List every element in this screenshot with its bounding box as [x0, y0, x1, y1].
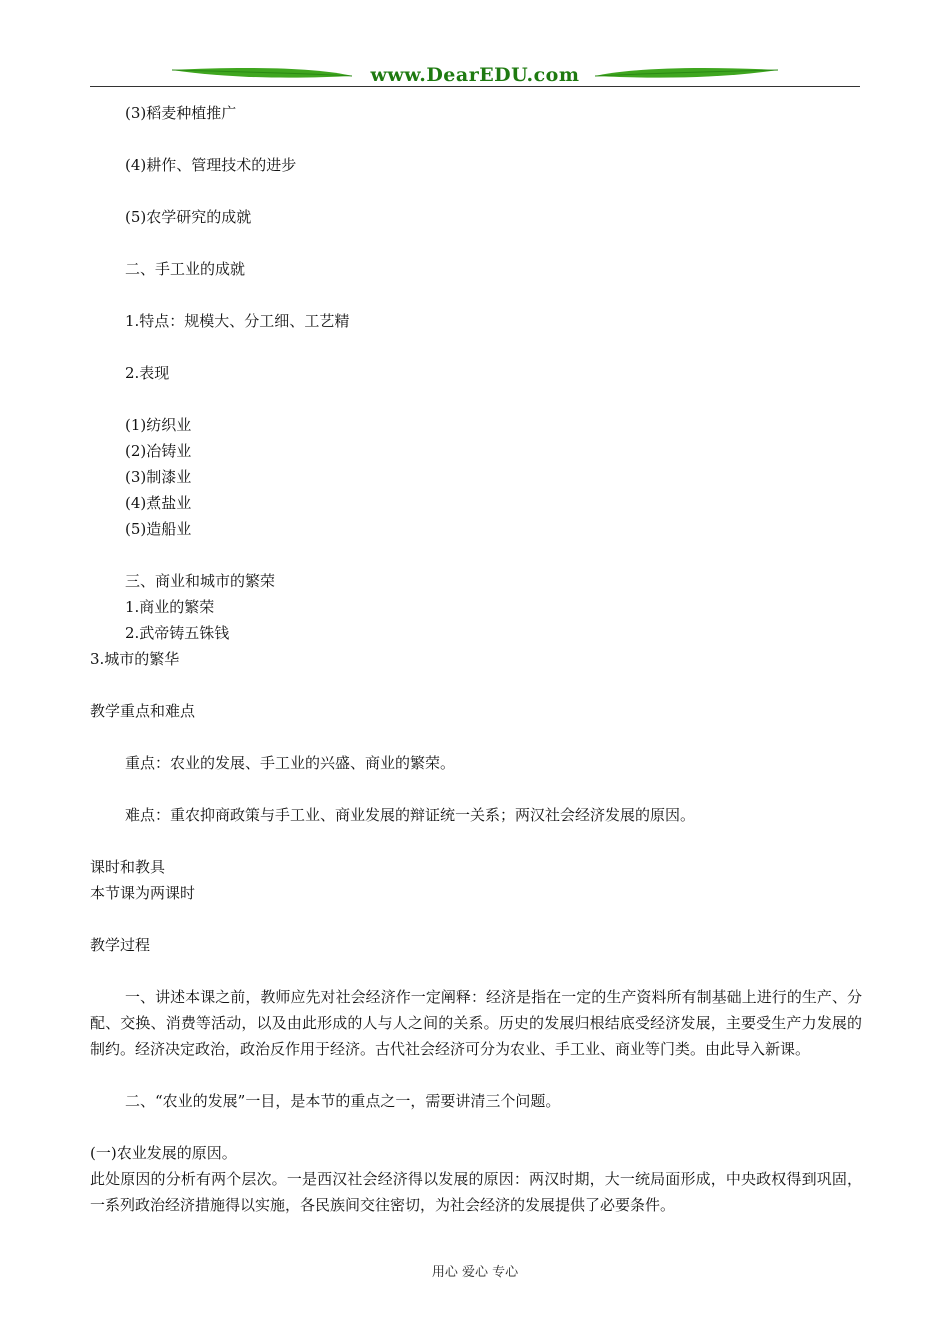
paragraph: 此处原因的分析有两个层次。一是西汉社会经济得以发展的原因：两汉时期，大一统局面形成，中央政权得到巩固，一系列政治经济措施得以实施，各民族间交往密切，为社会经济的发展提供了必要条件。: [90, 1170, 862, 1214]
key-point: 重点：农业的发展、手工业的兴盛、商业的繁荣。: [125, 754, 456, 772]
section-heading: 课时和教具: [90, 858, 166, 876]
site-logo-text: www.DearEDU.com: [370, 64, 580, 86]
difficult-point: 难点：重农抑商政策与手工业、商业发展的辩证统一关系；两汉社会经济发展的原因。: [125, 806, 696, 824]
section-heading: 二、手工业的成就: [125, 260, 246, 278]
section-heading: 教学过程: [90, 936, 151, 954]
list-item: (4)煮盐业: [125, 494, 192, 512]
paragraph: 本节课为两课时: [90, 884, 196, 902]
list-item: 2.表现: [125, 364, 170, 382]
subsection-heading: (一)农业发展的原因。: [90, 1144, 237, 1162]
list-item: 1.特点：规模大、分工细、工艺精: [125, 312, 350, 330]
section-heading: 三、商业和城市的繁荣: [125, 572, 276, 590]
section-heading: 教学重点和难点: [90, 702, 196, 720]
paragraph: 二、“农业的发展”一目，是本节的重点之一，需要讲清三个问题。: [125, 1092, 561, 1110]
list-item: (4)耕作、管理技术的进步: [125, 156, 297, 174]
header-rule: [90, 86, 860, 87]
list-item: 1.商业的繁荣: [125, 598, 215, 616]
page-footer: 用心 爱心 专心: [431, 1265, 519, 1280]
list-item: (2)冶铸业: [125, 442, 192, 460]
list-item: (3)稻麦种植推广: [125, 104, 237, 122]
list-item: (5)农学研究的成就: [125, 208, 252, 226]
list-item: (3)制漆业: [125, 468, 192, 486]
list-item: (5)造船业: [125, 520, 192, 538]
list-item: (1)纺织业: [125, 416, 192, 434]
list-item: 3.城市的繁华: [90, 650, 180, 668]
paragraph: 一、讲述本课之前，教师应先对社会经济作一定阐释：经济是指在一定的生产资料所有制基础上进行的生产、分配、交换、消费等活动，以及由此形成的人与人之间的关系。历史的发展归根结底受经济发展，主要受生产力发展的制约。经济决定政治，政治反作用于经济。古代社会经济可分为农业、手工业、商业等门类。由此导入新课。: [90, 988, 862, 1058]
document-body: [90, 100, 862, 1218]
list-item: 2.武帝铸五铢钱: [125, 624, 230, 642]
